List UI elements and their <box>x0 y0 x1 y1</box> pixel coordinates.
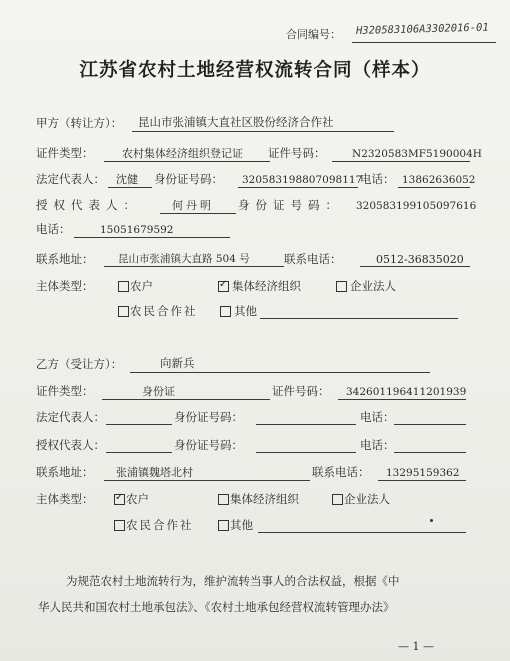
party-b-address-underline <box>104 480 310 481</box>
party-b-contact-phone-underline <box>378 480 466 481</box>
party-a-option-coop-checkbox[interactable] <box>118 306 129 317</box>
party-a-other-underline <box>260 318 458 319</box>
body-line-2: 华人民共和国农村土地承包法》、《农村土地承包经营权流转管理办法》 <box>38 600 395 614</box>
page-title: 江苏省农村土地经营权流转合同（样本） <box>79 60 431 81</box>
party-a-option-coop-label: 农民合作社 <box>130 304 198 318</box>
party-b-option-coop-checkbox[interactable] <box>114 520 125 531</box>
party-a-name-underline <box>132 131 394 132</box>
party-a-option-enterprise-label: 企业法人 <box>350 279 396 293</box>
party-b-auth-id-label: 身份证号码： <box>174 438 243 452</box>
party-b-cert-no: 342601196411201939 <box>346 386 467 398</box>
contract-no-value: H320583106A3302016-01 <box>355 21 489 37</box>
party-a-option-enterprise-checkbox[interactable] <box>336 281 347 292</box>
party-a-option-collective-label: 集体经济组织 <box>232 279 301 293</box>
party-a-legal-rep-label: 法定代表人： <box>36 172 105 186</box>
party-a-cert-type-label: 证件类型： <box>36 146 94 160</box>
party-b-auth-rep-label: 授权代表人： <box>36 438 105 452</box>
party-a-phone-underline <box>398 187 470 188</box>
party-b-id-underline[interactable] <box>256 424 356 425</box>
party-a-option-farmer-label: 农户 <box>130 279 153 293</box>
party-a-auth-rep-underline <box>160 213 236 214</box>
party-a-auth-rep-label: 授权代表人： <box>36 198 141 212</box>
party-a-address-label: 联系地址： <box>36 252 94 266</box>
party-b-contact-phone-label: 联系电话： <box>312 465 370 479</box>
party-a-auth-id-label: 身份证号码： <box>238 198 343 212</box>
party-b-option-coop-label: 农民合作社 <box>126 518 194 532</box>
party-a-id-underline <box>238 187 358 188</box>
ink-speck <box>430 519 433 522</box>
party-a-option-collective-checkbox[interactable] <box>218 281 229 292</box>
party-b-auth-id-underline[interactable] <box>256 452 356 453</box>
party-a-label: 甲方（转让方）： <box>36 116 123 130</box>
party-b-cert-type: 身份证 <box>142 385 175 398</box>
party-b-legal-rep-underline[interactable] <box>106 424 172 425</box>
party-a-id-label: 身份证号码： <box>154 172 223 186</box>
party-a-contact-phone-underline <box>360 266 470 267</box>
party-a-legal-rep-underline <box>108 187 152 188</box>
party-a-cert-type-underline <box>104 161 270 162</box>
party-b-option-farmer-label: 农户 <box>126 492 149 506</box>
party-b-option-farmer-checkbox[interactable] <box>114 494 125 505</box>
party-b-phone-underline[interactable] <box>394 424 466 425</box>
party-a-option-other-label: 其他 <box>234 304 257 318</box>
party-b-label: 乙方（受让方）： <box>36 357 123 371</box>
party-a-tel-underline <box>74 237 230 238</box>
party-a-address-underline <box>104 266 284 267</box>
party-a-contact-phone-label: 联系电话： <box>284 252 342 266</box>
page-number: — 1 — <box>398 640 434 653</box>
party-a-id-no: 320583198807098117 <box>242 174 363 186</box>
party-b-option-collective-label: 集体经济组织 <box>230 492 299 506</box>
party-b-option-collective-checkbox[interactable] <box>218 494 229 505</box>
party-b-name-underline <box>130 372 430 373</box>
party-a-tel: 15051679592 <box>100 224 174 236</box>
party-b-cert-no-underline <box>338 399 466 400</box>
party-b-option-other-checkbox[interactable] <box>218 520 229 531</box>
party-b-contact-phone: 13295159362 <box>386 467 460 479</box>
party-a-option-farmer-checkbox[interactable] <box>118 281 129 292</box>
party-a-auth-id-no: 320583199105097616 <box>356 200 477 212</box>
party-b-subject-label: 主体类型： <box>36 492 94 506</box>
contract-no-label: 合同编号： <box>286 28 341 41</box>
party-b-option-other-label: 其他 <box>230 518 253 532</box>
party-b-cert-type-label: 证件类型： <box>36 384 94 398</box>
party-b-address-label: 联系地址： <box>36 465 94 479</box>
party-b-id-label: 身份证号码： <box>174 410 243 424</box>
party-b-other-underline[interactable] <box>258 532 466 533</box>
party-b-phone-label: 电话： <box>360 410 395 424</box>
party-b-cert-type-underline <box>102 399 270 400</box>
party-a-cert-type: 农村集体经济组织登记证 <box>122 147 243 160</box>
party-a-subject-label: 主体类型： <box>36 279 94 293</box>
party-a-name: 昆山市张浦镇大直社区股份经济合作社 <box>138 115 334 129</box>
party-b-auth-phone-label: 电话： <box>360 438 395 452</box>
party-a-contact-phone: 0512-36835020 <box>376 253 464 266</box>
party-a-cert-no-underline <box>332 161 470 162</box>
party-b-option-enterprise-label: 企业法人 <box>344 492 390 506</box>
party-a-cert-no: N2320583MF5190004H <box>352 148 482 160</box>
party-a-auth-rep: 何丹明 <box>172 199 214 212</box>
party-b-address: 张浦镇魏塔北村 <box>116 466 193 479</box>
party-a-address: 昆山市张浦镇大直路 504 号 <box>118 253 250 265</box>
party-a-tel-label: 电话： <box>36 222 71 236</box>
party-b-auth-phone-underline[interactable] <box>394 452 466 453</box>
party-b-option-enterprise-checkbox[interactable] <box>332 494 343 505</box>
party-b-name: 向新兵 <box>160 356 195 370</box>
party-b-cert-no-label: 证件号码： <box>272 384 330 398</box>
body-line-1: 为规范农村土地流转行为，维护流转当事人的合法权益，根据《中 <box>66 574 400 588</box>
party-a-phone: 13862636052 <box>402 174 476 186</box>
contract-no-underline <box>352 42 496 43</box>
party-b-auth-rep-underline[interactable] <box>106 452 172 453</box>
party-a-option-other-checkbox[interactable] <box>220 306 231 317</box>
party-a-phone-label: 电话： <box>360 172 395 186</box>
party-b-legal-rep-label: 法定代表人： <box>36 410 105 424</box>
party-a-cert-no-label: 证件号码： <box>268 146 326 160</box>
party-a-legal-rep: 沈健 <box>116 173 138 186</box>
